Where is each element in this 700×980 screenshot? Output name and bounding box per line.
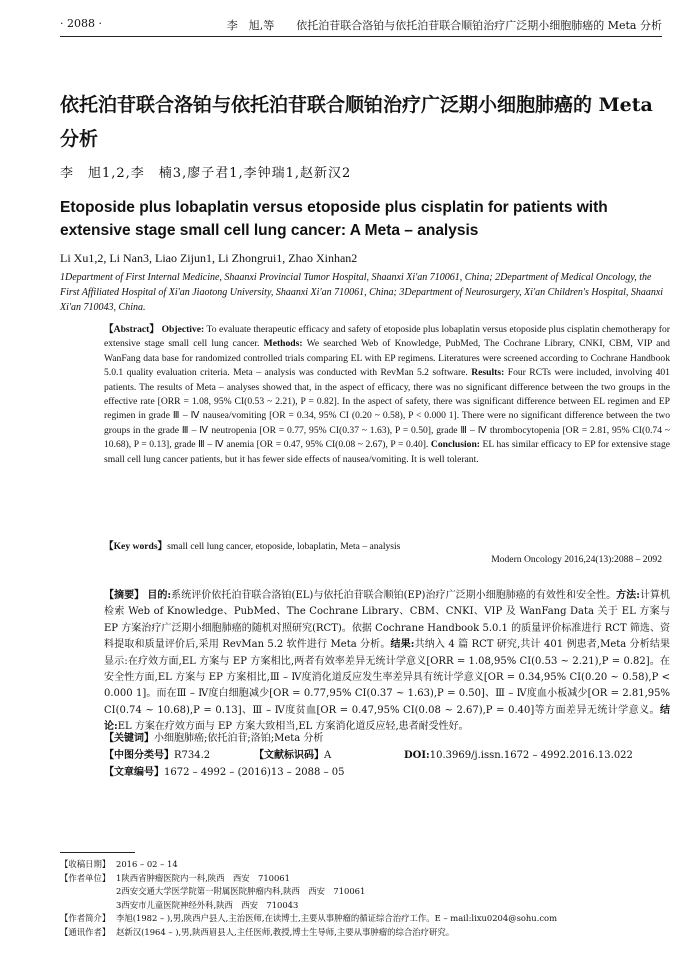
- objective-label: Objective:: [161, 324, 205, 335]
- conclusion-cn-label: 结论:: [104, 704, 670, 733]
- citation: Modern Oncology 2016,24(13):2088 – 2092: [491, 554, 662, 565]
- keywords-chinese: [104, 729, 323, 744]
- bio-text: 李旭(1982 – ),男,陕西户县人,主治医师,在读博士,主要从事肿瘤的循证综合治疗工作。E – mail:lixu0204@sohu.com: [116, 913, 558, 924]
- methods-label: Methods:: [263, 338, 303, 350]
- title-chinese: 依托泊苷联合洛铂与依托泊苷联合顺铂治疗广泛期小细胞肺癌的 Meta 分析: [60, 94, 653, 150]
- conclusion-text: EL has similar efficacy to EP for extensive stage small cell lung cancer patients, but it has fewer side effects of nausea/vomiting. It is well tolerant.: [104, 439, 670, 465]
- doi-label: DOI:: [404, 750, 430, 761]
- clc-label: 【中图分类号】: [104, 750, 174, 761]
- abstract-english: [104, 323, 670, 467]
- objective-text: To evaluate therapeutic efficacy and safety of etoposide plus lobaplatin versus etoposide plus cisplatin chemotherapy for extensive stage small cell lung cancer.: [104, 324, 670, 350]
- abstract-cn-tag: 【摘要】: [104, 590, 145, 601]
- article-number-label: 【文章编号】: [104, 767, 164, 778]
- abstract-chinese: [104, 588, 670, 736]
- methods-text: We searched Web of Knowledge, PubMed, The Cochrane Library, CNKI, CBM, VIP and WanFang data base for randomized controlled trials comparing EL with EP regimens. Literatures were screened according to Cochrane Handbook 5.0.1 quality evaluation criteria. Meta – analysis was conducted with RevMan 5.2 software.: [104, 338, 670, 379]
- page-number: · 2088 ·: [60, 17, 102, 30]
- corr-label: 【通讯作者】: [60, 926, 111, 937]
- received-value: 2016 – 02 – 14: [116, 859, 178, 869]
- received-date: [60, 858, 672, 872]
- method-label: 方法:: [616, 590, 640, 601]
- results-label: Results:: [471, 367, 505, 379]
- running-title: 李 旭,等 依托泊苷联合洛铂与依托泊苷联合顺铂治疗广泛期小细胞肺癌的 Meta 分析: [226, 19, 662, 32]
- keywords-label: 【Key words】: [104, 541, 168, 552]
- results-text: Four RCTs were included, involving 401 patients. The results of Meta – analyses showed that, in the aspect of efficacy, there was no significant difference between the two groups in the effective rate [ORR = 1.08, 95% CI(0.53 ~ 2.21), P = 0.82]. In the aspect of safety, there was significant difference between EL regimen and EP regimen in grade Ⅲ – Ⅳ nausea/vomiting [OR = 0.34, 95% CI (0.20 ~ 0.58), P < 0.000 1]. There were no significant difference between the two groups in the grade Ⅲ – Ⅳ neutropenia [OR = 0.77, 95% CI(0.37 ~ 1.63), P = 0.50], grade Ⅲ – Ⅳ thrombocytopenia [OR = 2.81, 95% CI(0.74 ~ 10.68), P = 0.13], grade Ⅲ – Ⅳ anemia [OR = 0.47, 95% CI(0.08 ~ 2.67), P = 0.40].: [104, 367, 670, 451]
- unit-1: 1陕西省肿瘤医院内一科,陕西 西安 710061: [116, 872, 290, 883]
- footnote-divider: [60, 852, 135, 853]
- keywords-text: small cell lung cancer, etoposide, lobaplatin, Meta – analysis: [167, 541, 401, 552]
- result-label: 结果:: [390, 639, 415, 651]
- keywords-english: [104, 538, 670, 552]
- corresponding-author: [60, 926, 672, 940]
- authors-chinese: 李 旭1,2,李 楠3,廖子君1,李钟瑞1,赵新汉2: [60, 166, 352, 181]
- units-label: 【作者单位】: [60, 872, 111, 883]
- bio-label: 【作者简介】: [60, 913, 111, 924]
- article-number: [104, 763, 344, 778]
- unit-3: 3西安市儿童医院神经外科,陕西 西安 710043: [116, 899, 299, 910]
- running-header: [60, 14, 662, 37]
- affiliations-english: 1Department of First Internal Medicine, Shaanxi Provincial Tumor Hospital, Shaanxi Xi'an 710061, China; 2Department of Medical Oncology, the First Affiliated Hospital of Xi'an Jiaotong University, Shaanxi Xi'an 710061, China; 3Department of Neurosurgery, Xi'an Children's Hospital, Shaanxi Xi'an 710043, China.: [60, 272, 664, 313]
- unit-2: 2西安交通大学医学院第一附属医院肿瘤内科,陕西 西安 710061: [116, 886, 366, 897]
- doi-value: 10.3969/j.issn.1672 – 4992.2016.13.022: [429, 750, 633, 761]
- abstract-tag: 【Abstract】: [104, 324, 160, 335]
- article-number-value: 1672 – 4992 – (2016)13 – 2088 – 05: [164, 767, 345, 778]
- keywords-cn-text: 小细胞肺癌;依托泊苷;洛铂;Meta 分析: [154, 733, 324, 744]
- authors-english: Li Xu1,2, Li Nan3, Liao Zijun1, Li Zhongrui1, Zhao Xinhan2: [60, 251, 358, 265]
- author-units: [60, 872, 672, 886]
- author-bio: [60, 912, 672, 926]
- method-text: 计算机检索 Web of Knowledge、PubMed、The Cochrane Library、CBM、CNKI、VIP 及 WanFang Data 关于 EL 方案与 EP 方案治疗广泛期小细胞肺癌的随机对照研究(RCT)。依据 Cochrane Handbook 5.0.1 的质量评价标准进行 RCT 筛选、资料提取和质量评价后,采用 RevMan 5.2 软件进行 Meta 分析。: [104, 590, 671, 651]
- purpose-label: 目的:: [147, 590, 172, 601]
- clc-value: R734.2: [174, 750, 211, 761]
- title-english: Etoposide plus lobaplatin versus etoposide plus cisplatin for patients with extensive stage small cell lung cancer: A Meta – analysis: [60, 199, 608, 239]
- conclusion-cn-text: EL 方案在疗效方面与 EP 方案大致相当,EL 方案消化道反应轻,患者耐受性好。: [117, 721, 469, 733]
- classification-line: [104, 746, 633, 761]
- result-text: 共纳入 4 篇 RCT 研究,共计 401 例患者,Meta 分析结果显示:在疗效方面,EL 方案与 EP 方案相比,两者有效率差异无统计学意义[ORR = 1.08,95% CI(0.53 ~ 2.21),P = 0.82]。在安全性方面,EL 方案与 EP 方案相比,Ⅲ – Ⅳ度消化道反应发生率差异具有统计学意义[OR = 0.34,95% CI(0.20 ~ 0.58),P < 0.000 1]。而在Ⅲ – Ⅳ度白细胞减少[OR = 0.77,95% CI(0.37 ~ 1.63),P = 0.50]、Ⅲ – Ⅳ度血小板减少[OR = 2.81,95% CI(0.74 ~ 10.68),P = 0.13]、Ⅲ – Ⅳ度贫血[OR = 0.47,95% CI(0.08 ~ 2.67),P = 0.40]等方面差异无统计学意义。: [104, 639, 670, 716]
- received-label: 【收稿日期】: [60, 859, 111, 869]
- conclusion-label: Conclusion:: [430, 439, 480, 451]
- doc-code-label: 【文献标识码】: [254, 750, 324, 761]
- purpose-text: 系统评价依托泊苷联合洛铂(EL)与依托泊苷联合顺铂(EP)治疗广泛期小细胞肺癌的有效性和安全性。: [171, 590, 617, 601]
- footnotes: [60, 858, 672, 940]
- keywords-cn-label: 【关键词】: [104, 733, 154, 744]
- corr-text: 赵新汉(1964 – ),男,陕西眉县人,主任医师,教授,博士生导师,主要从事肿瘤的综合治疗研究。: [116, 926, 455, 937]
- doc-code-value: A: [324, 750, 332, 761]
